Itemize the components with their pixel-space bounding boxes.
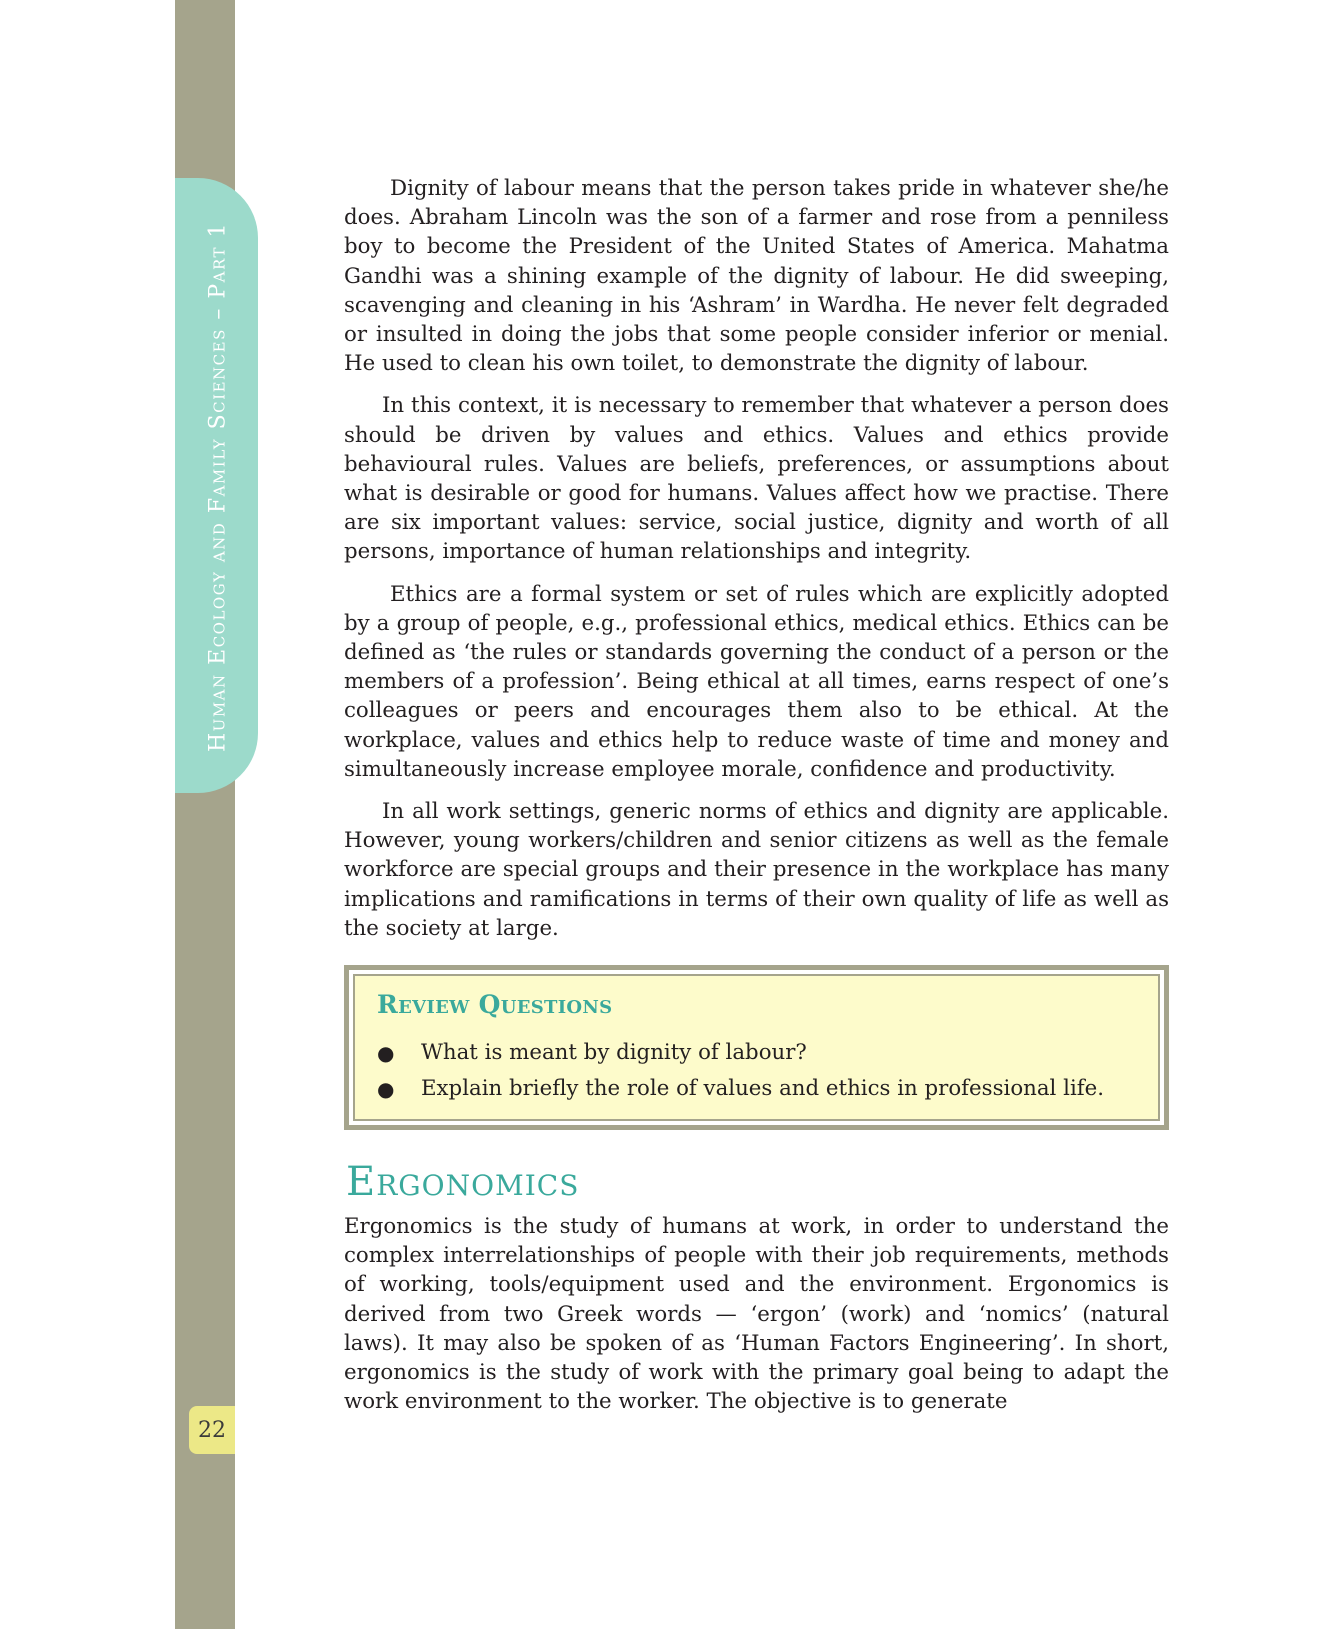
review-questions-title: Review Questions bbox=[377, 990, 613, 1020]
review-question-text: Explain briefly the role of values and ethics in professional life. bbox=[421, 1076, 1105, 1102]
review-question bbox=[377, 1071, 1132, 1107]
review-question bbox=[377, 1035, 1132, 1071]
review-questions-inner bbox=[353, 974, 1160, 1121]
bullet-icon: ● bbox=[377, 1041, 395, 1066]
paragraph-values-ethics: In this context, it is necessary to remember that whatever a person does should be driven by values and ethics. Values and ethics provide behavioural rules. Values are beliefs, preferences, or assumptions about what is desirable or good for humans. Values affect how we practise. There are six important values: service, social justice, dignity and worth of all persons, importance of human relationships and integrity. bbox=[344, 393, 1169, 565]
bullet-icon: ● bbox=[377, 1077, 395, 1102]
review-question-text: What is meant by dignity of labour? bbox=[421, 1040, 807, 1066]
review-questions-box bbox=[344, 965, 1169, 1130]
page-number: 22 bbox=[189, 1406, 235, 1454]
paragraph-work-settings: In all work settings, generic norms of ethics and dignity are applicable. However, young workers/children and senior citizens as well as the female workforce are special groups and their presence in the workplace has many implications and ramifications in terms of their own quality of life as well as the society at large. bbox=[344, 799, 1169, 941]
paragraph-ethics-definition: Ethics are a formal system or set of rules which are explicitly adopted by a group of people, e.g., professional ethics, medical ethics. Ethics can be defined as ‘the rules or standards governing the conduct of a person or the members of a profession’. Being ethical at all times, earns respect of one’s colleagues or peers and encourages them also to be ethical. At the workplace, values and ethics help to reduce waste of time and money and simultaneously increase employee morale, confidence and productivity. bbox=[344, 581, 1169, 782]
page-content bbox=[344, 174, 1169, 1430]
paragraph-dignity-of-labour: Dignity of labour means that the person takes pride in whatever she/he does. Abraham Lincoln was the son of a farmer and rose from a penniless boy to become the President of the United States of America. Mahatma Gandhi was a shining example of the dignity of labour. He did sweeping, scavenging and cleaning in his ‘Ashram’ in Wardha. He never felt degraded or insulted in doing the jobs that some people consider inferior or menial. He used to clean his own toilet, to demonstrate the dignity of labour. bbox=[344, 176, 1169, 377]
review-questions-list bbox=[377, 1035, 1132, 1107]
book-title: Human Ecology and Family Sciences – Part 1 bbox=[205, 222, 231, 752]
section-heading-ergonomics: Ergonomics bbox=[346, 1159, 580, 1206]
paragraph-ergonomics: Ergonomics is the study of humans at work, in order to understand the complex interrelationships of people with their job requirements, methods of working, tools/equipment used and the environment. Ergonomics is derived from two Greek words — ‘ergon’ (work) and ‘nomics’ (natural laws). It may also be spoken of as ‘Human Factors Engineering’. In short, ergonomics is the study of work with the primary goal being to adapt the work environment to the worker. The objective is to generate bbox=[344, 1214, 1169, 1415]
